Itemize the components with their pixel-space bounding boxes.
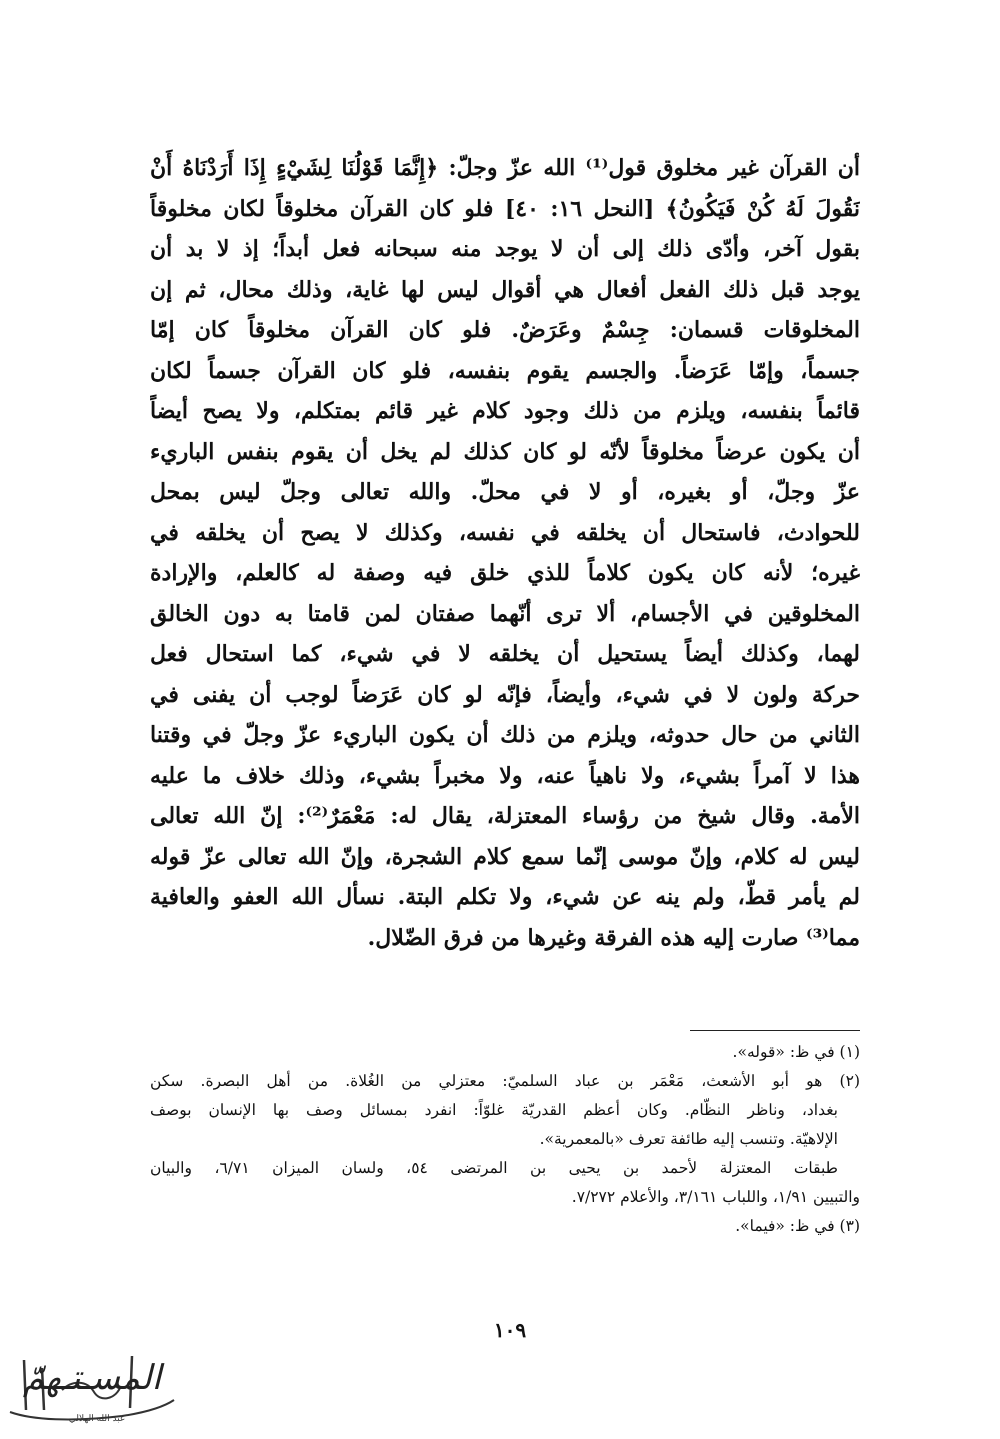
footnote-2: (٢) هو أبو الأشعث، مَعْمَر بن عباد السلميّ: معتزلي من الغُلاة. من أهل البصرة. سكن [150,1072,860,1090]
footnote-1: (١) في ظ: «قوله». [732,1043,860,1061]
text-line: مما⁽³⁾ صارت إليه هذه الفرقة وغيرها من فرق الضّلال. [367,924,860,951]
footnote-2-sources: والتبيين ١/٩١، واللباب ٣/١٦١، والأعلام ٧/٢٧٢. [571,1188,860,1206]
text-line: نَقُولَ لَهُ كُنْ فَيَكُونُ﴾ [النحل ١٦: ٤٠] فلو كان القرآن مخلوقاً لكان مخلوقاً [150,195,860,222]
text-line: لم يأمر قطّ، ولم ينه عن شيء، ولا تكلم البتة. نسأل الله العفو والعافية [150,884,860,910]
footnote-2-sources: طبقات المعتزلة لأحمد بن يحيى بن المرتضى ٥٤، ولسان الميزان ٦/٧١، والبيان [150,1159,839,1177]
text-line: يوجد قبل ذلك الفعل أفعال هي أقوال ليس لها غاية، وذلك محال، ثم إن [150,276,860,303]
text-line: الأمة. وقال شيخ من رؤساء المعتزلة، يقال له: مَعْمَرٌ⁽²⁾: إنّ الله تعالى [150,803,860,829]
text-line: جسماً، وإمّا عَرَضاً. والجسم يقوم بنفسه، فلو كان القرآن جسماً لكان [150,357,860,384]
text-line: غيره؛ لأنه كان يكون كلاماً للذي خلق فيه وصفة له كالعلم، والإرادة [150,560,860,586]
text-line: بقول آخر، وأدّى ذلك إلى أن لا يوجد منه سبحانه فعل أبداً؛ إذ لا بد أن [150,236,860,262]
text-line: لهما، وكذلك أيضاً يستحيل أن يخلقه لا في شيء، كما استحال فعل [150,641,860,667]
text-line: ليس له كلام، وإنّ موسى إنّما سمع كلام الشجرة، وإنّ الله تعالى عزّ قوله [150,843,860,870]
footnote-3: (٣) في ظ: «فيما». [735,1217,860,1235]
text-line: للحوادث، فاستحال أن يخلقه في نفسه، وكذلك لا يصح أن يخلقه في [150,519,860,546]
text-line: المخلوقين في الأجسام، ألا ترى أنّهما صفتان لمن قامتا به دون الخالق [150,600,860,627]
footnote-divider [690,1030,860,1031]
text-line: هذا لا آمراً بشيء، ولا ناهياً عنه، ولا مخبراً بشيء، وذلك خلاف ما عليه [150,762,860,789]
main-text-block [150,148,860,958]
text-line: الثاني من حال حدوثه، ويلزم من ذلك أن يكون الباريء عزّ وجلّ في وقتنا [150,722,860,748]
text-line: حركة ولون لا في شيء، وأيضاً، فإنّه لو كان عَرَضاً لوجب أن يفنى في [150,681,860,708]
text-line: أن يكون عرضاً مخلوقاً لأنّه لو كان كذلك لم يخل أن يقوم بنفس الباريء [150,438,860,465]
logo-text: المسـتـهمّ [22,1358,162,1398]
calligraphy-logo [2,1350,182,1435]
text-line: أن القرآن غير مخلوق قول⁽¹⁾ الله عزّ وجلّ: ﴿إِنَّمَا قَوْلُنَا لِشَيْءٍ إِذَا أَرَدْنَاهُ أَنْ [150,155,860,181]
text-line: قائماً بنفسه، ويلزم من ذلك وجود كلام غير قائم بمتكلم، ولا يصح أيضاً [150,398,860,424]
page-number: ١٠٩ [493,1318,527,1342]
footnote-2-continued: بغداد، وناظر النظّام. وكان أعظم القدريّة غلوّاً: انفرد بمسائل وصف بها الإنسان بوصف [150,1101,838,1119]
footnote-2-continued: الإلاهيّة. وتنسب إليه طائفة تعرف «بالمعمرية». [539,1130,838,1148]
logo-subtext: عبد الله الهلالي [68,1414,126,1424]
text-line: عزّ وجلّ، أو بغيره، أو لا في محلّ. والله تعالى وجلّ ليس بمحل [150,479,860,505]
text-line: المخلوقات قسمان: جِسْمٌ وعَرَضٌ. فلو كان القرآن مخلوقاً كان إمّا [150,317,860,343]
footnotes [150,1038,860,1241]
